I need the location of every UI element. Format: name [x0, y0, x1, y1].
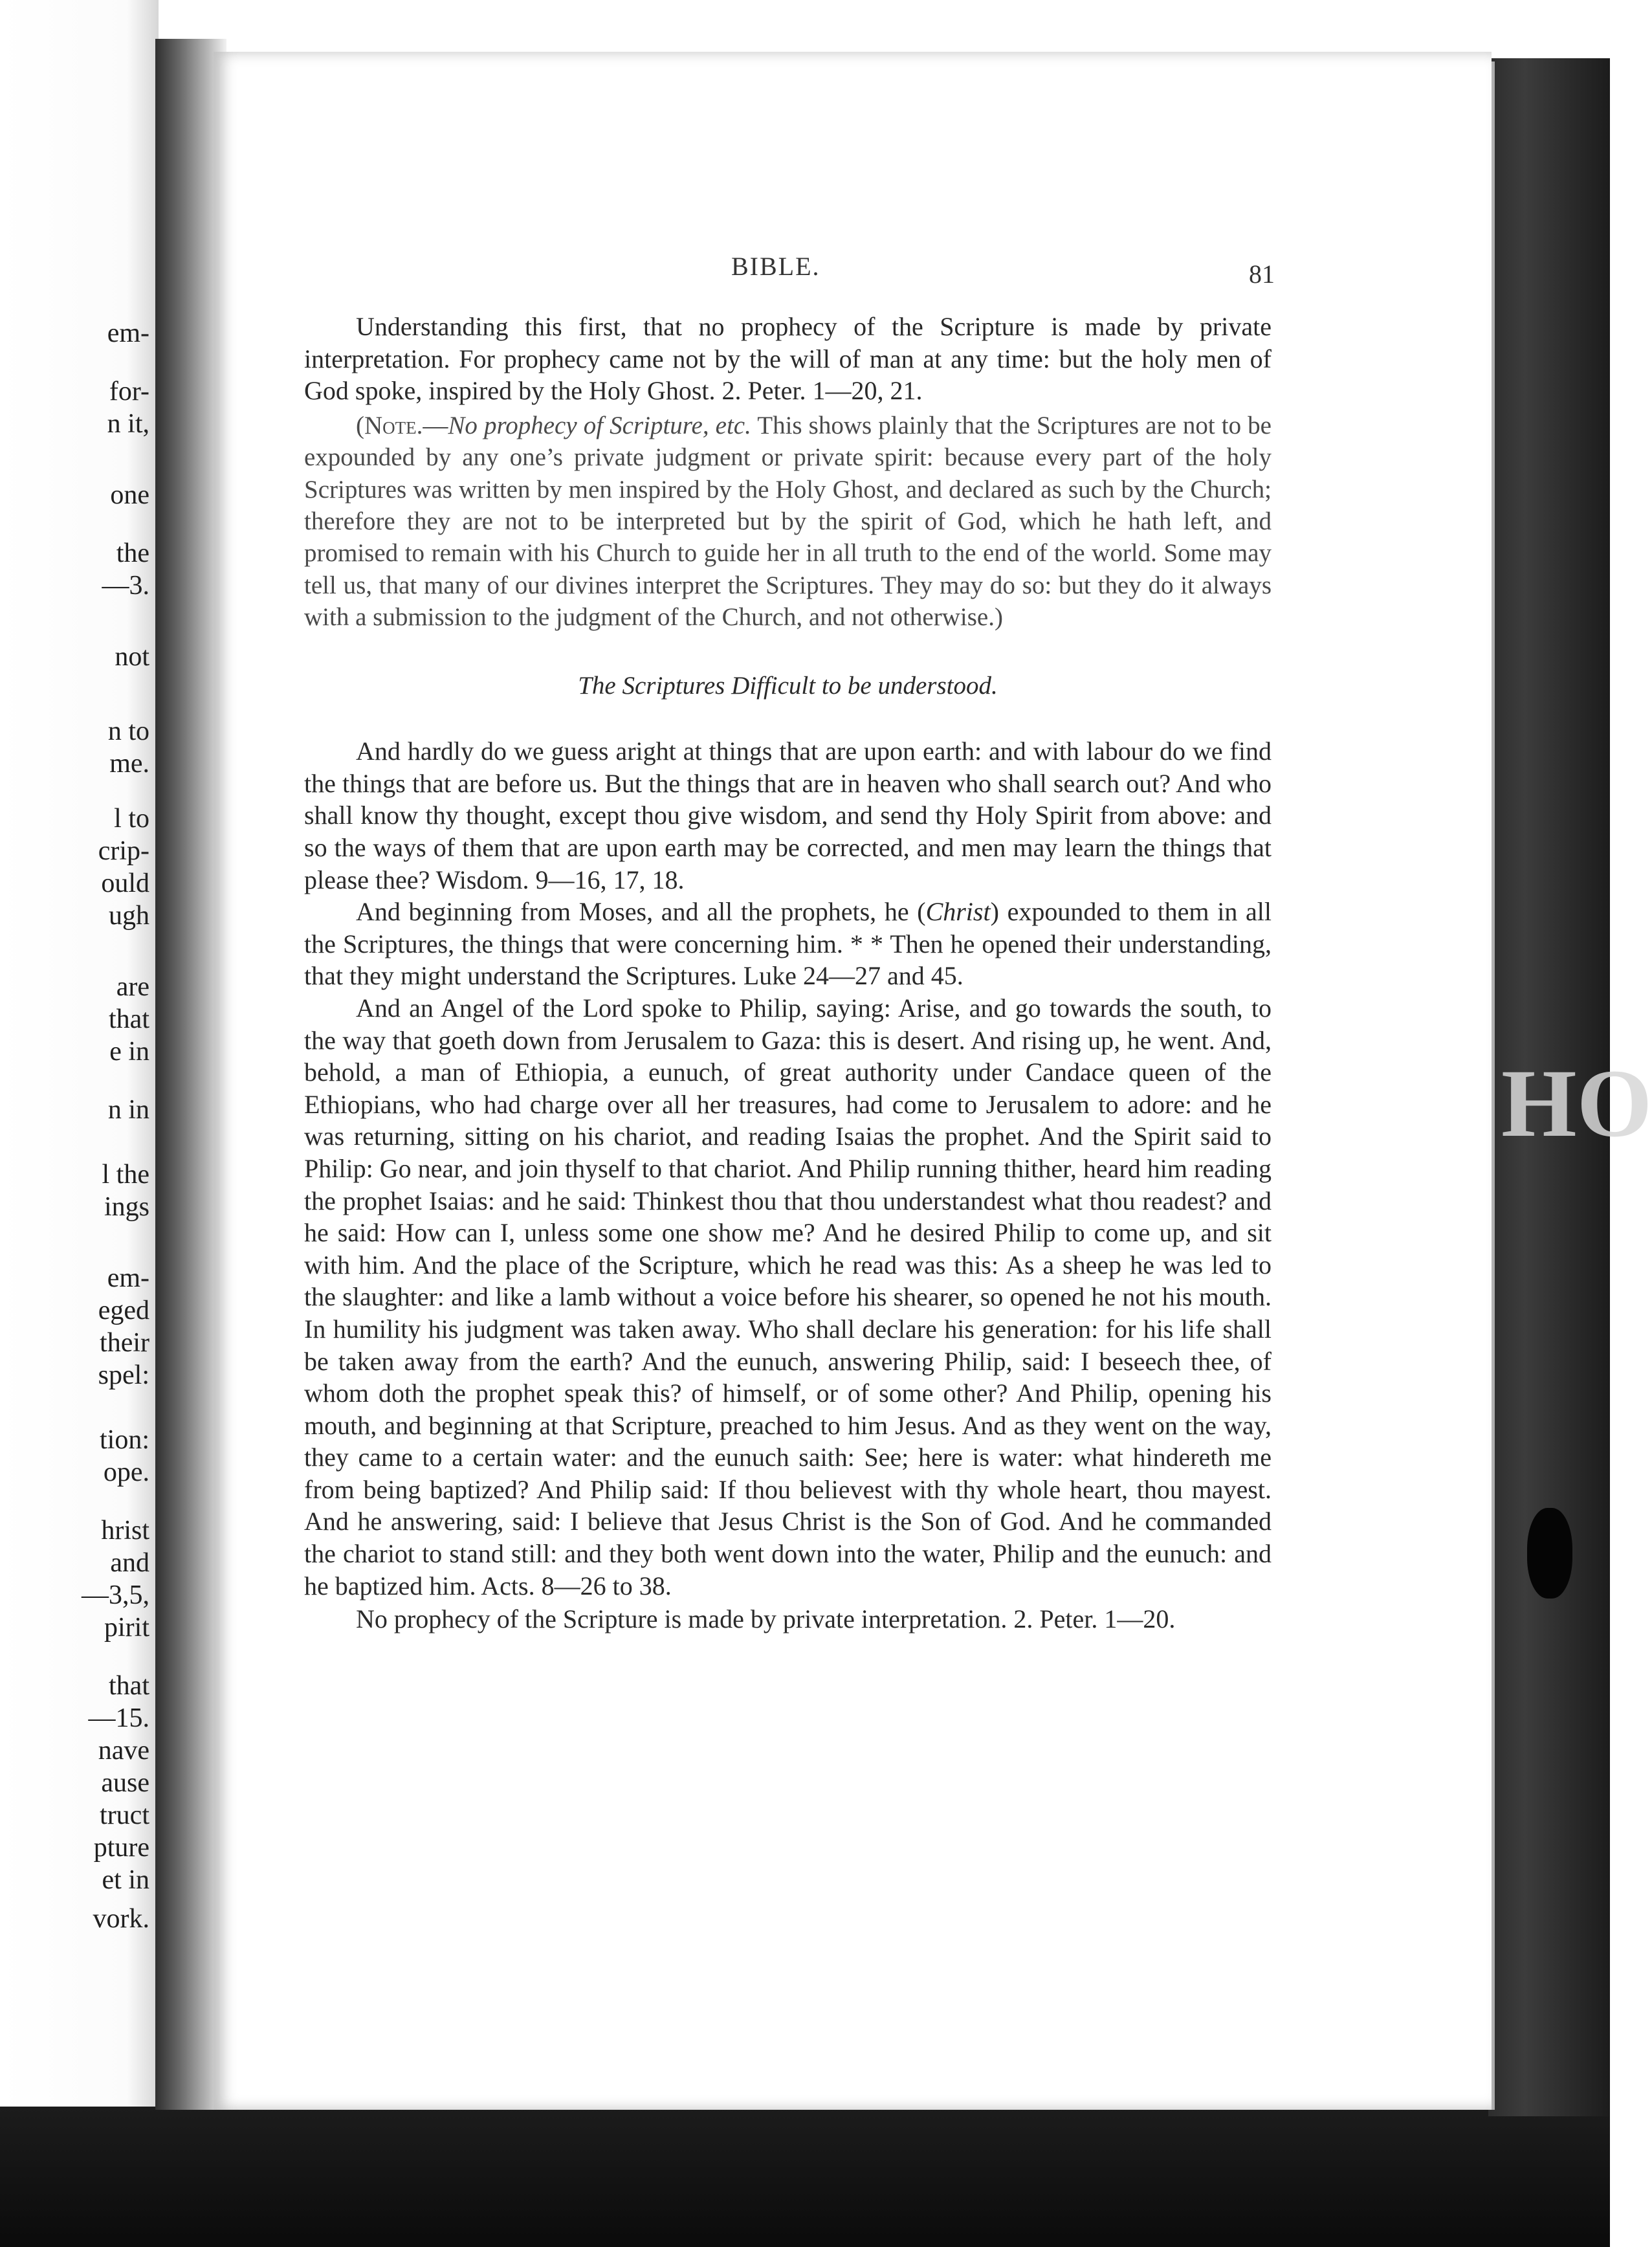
luke-text-b: ) expounded to them in all the Scriptures, the things that were concerning him. * * Then he opened their understanding, that they might understand the Scriptures. Luke 24—27 and 45.: [304, 897, 1272, 991]
left-page-line-fragment: not: [115, 642, 149, 672]
left-page-line-fragment: spel:: [98, 1360, 149, 1390]
luke-italic: Christ: [925, 897, 991, 927]
left-page-line-fragment: and: [110, 1548, 149, 1578]
left-page-line-fragment: one: [110, 480, 149, 510]
left-page-line-fragment: that: [109, 1671, 149, 1701]
left-page: [0, 0, 159, 2107]
spine-lettering: HO: [1501, 1050, 1652, 1157]
left-page-line-fragment: me.: [109, 749, 149, 779]
note-paragraph: [304, 410, 1272, 634]
spine-stain: [1527, 1508, 1572, 1599]
left-page-line-fragment: nave: [98, 1736, 149, 1766]
left-page-line-fragment: that: [109, 1004, 149, 1034]
note-text: This shows plainly that the Scriptures are not to be expounded by any one’s private judgment or private spirit: because every part of the holy Scriptures was written by men inspired by the Holy Ghost, and declared as such by the Church; therefore they are not to be interpreted but by the spirit of God, which he hath left, and promised to remain with his Church to guide her in all truth to the end of the world. Some may tell us, that many of our divines interpret the Scriptures. They may do so: but they do it always with a submission to the judgment of the Church, and not otherwise.): [304, 411, 1272, 632]
left-page-line-fragment: are: [116, 972, 149, 1002]
paragraph-wisdom: And hardly do we guess aright at things that are upon earth: and with labour do we find the things that are before us. But the things that are in heaven who shall search out? And who shall know thy thought, except thou give wisdom, and send thy Holy Spirit from above: and so the ways of them that are upon earth may be corrected, and men may learn the things that please thee? Wisdom. 9—16, 17, 18.: [304, 736, 1272, 894]
paragraph-acts: And an Angel of the Lord spoke to Philip, saying: Arise, and go towards the south, to the way that goeth down from Jerusalem to Gaza: this is desert. And rising up, he went. And, behold, a man of Ethiopia, a eunuch, of great authority under Candace queen of the Ethiopians, who had charge over all her treasures, had come to Jerusalem to adore: and he was returning, sitting on his chariot, and reading Isaias the prophet. And the Spirit said to Philip: Go near, and join thyself to that chariot. And Philip running thither, heard him reading the prophet Isaias: and he said: Thinkest thou that thou understandest what thou readest? and he said: How can I, unless some one show me? And he desired Philip to come up, and sit with him. And the place of the Scripture, which he read was this: As a sheep he was led to the slaughter: and like a lamb without a voice before his shearer, so opened he not his mouth. In humility his judgment was taken away. Who shall declare his generation: for his life shall be taken away from the earth? And the eunuch, answering Philip, said: I beseech thee, of whom doth the prophet speak this? of himself, or of some other? And Philip, opening his mouth, and beginning at that Scripture, preached to him Jesus. And as they went on the way, they came to a certain water: and the eunuch saith: See; here is water: what hindereth me from being baptized? And Philip said: If thou believest with thy whole heart, thou mayest. And he answering, said: I believe that Jesus Christ is the Son of God. And he commanded the chariot to stand still: and they both went down into the water, Philip and the eunuch: and he baptized him. Acts. 8—26 to 38.: [304, 993, 1272, 1600]
left-page-line-fragment: for-: [109, 377, 149, 406]
paragraph-luke: [304, 896, 1272, 992]
left-page-line-fragment: hrist: [101, 1516, 149, 1545]
left-page-line-fragment: ugh: [109, 901, 149, 931]
left-page-line-fragment: l to: [114, 804, 149, 834]
left-page-line-fragment: the: [116, 538, 149, 568]
left-page-line-fragment: tion:: [99, 1425, 149, 1455]
section-heading: The Scriptures Difficult to be understood.: [578, 671, 998, 700]
paragraph-closing: No prophecy of the Scripture is made by private interpretation. 2. Peter. 1—20.: [356, 1604, 1176, 1634]
note-italic: No prophecy of Scripture, etc.: [448, 411, 751, 439]
left-page-line-fragment: ope.: [103, 1457, 149, 1487]
left-page-line-fragment: crip-: [98, 836, 149, 866]
left-page-line-fragment: vork.: [93, 1904, 149, 1934]
left-page-line-fragment: em-: [107, 318, 149, 348]
left-page-line-fragment: ould: [101, 869, 149, 898]
left-page-line-fragment: ings: [104, 1192, 149, 1222]
left-page-line-fragment: —3,5,: [82, 1580, 149, 1610]
left-page-line-fragment: eged: [98, 1296, 149, 1325]
left-page-line-fragment: em-: [107, 1263, 149, 1293]
dark-background-floor: [0, 2107, 1610, 2247]
page-number: 81: [1249, 260, 1275, 289]
left-page-line-fragment: e in: [109, 1037, 149, 1067]
luke-text-a: And beginning from Moses, and all the prophets, he (: [356, 897, 926, 927]
left-page-line-fragment: their: [100, 1328, 149, 1358]
left-page-line-fragment: et in: [102, 1865, 149, 1895]
left-page-line-fragment: n it,: [107, 409, 149, 439]
left-page-line-fragment: ause: [101, 1768, 149, 1798]
left-page-line-fragment: pture: [93, 1833, 149, 1863]
left-page-line-fragment: —3.: [102, 571, 149, 601]
running-head: BIBLE.: [731, 252, 820, 281]
left-page-line-fragment: n in: [107, 1095, 149, 1125]
left-page-line-fragment: —15.: [88, 1703, 149, 1733]
page-body: [304, 311, 1272, 1635]
note-label: (Note.—: [356, 411, 448, 439]
left-page-line-fragment: truct: [100, 1800, 149, 1830]
left-page-line-fragment: l the: [102, 1160, 149, 1190]
left-page-line-fragment: n to: [107, 716, 149, 746]
paragraph-peter: Understanding this first, that no prophecy of the Scripture is made by private interpretation. For prophecy came not by the will of man at any time: but the holy men of God spoke, inspired by the Holy Ghost. 2. Peter. 1—20, 21.: [304, 312, 1272, 406]
left-page-line-fragment: pirit: [104, 1613, 149, 1643]
